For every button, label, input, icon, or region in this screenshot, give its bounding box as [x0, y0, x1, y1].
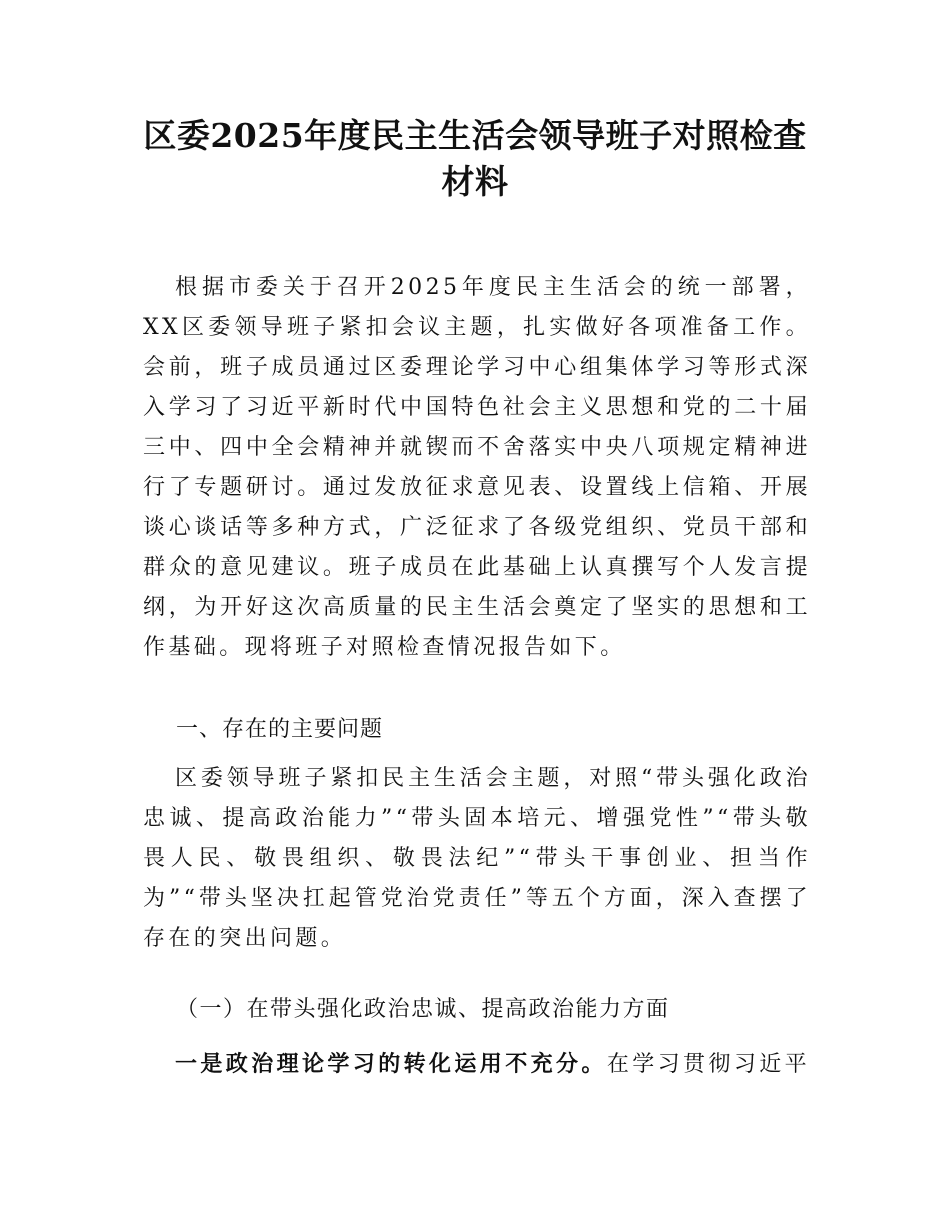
section-paragraph-main-problems: 区委领导班子紧扣民主生活会主题，对照“带头强化政治忠诚、提高政治能力”“带头固本培元、增强党性”“带头敬畏人民、敬畏组织、敬畏法纪”“带头干事创业、担当作为”“带头坚决扛起管党治党责任”等五个方面，深入查摆了存在的突出问题。 — [143, 766, 811, 951]
point-one-lead: 一是政治理论学习的转化运用不充分。 — [175, 1052, 607, 1077]
document-title: 区委2025年度民主生活会领导班子对照检查材料 — [143, 116, 807, 201]
intro-paragraph: 根据市委关于召开2025年度民主生活会的统一部署，XX区委领导班子紧扣会议主题，扎实做好各项准备工作。会前，班子成员通过区委理论学习中心组集体学习等形式深入学习了习近平新时代中国特色社会主义思想和党的二十届三中、四中全会精神并就锲而不舍落实中央八项规定精神进行了专题研讨。通过发放征求意见表、设置线上信箱、开展谈心谈话等多种方式，广泛征求了各级党组织、党员干部和群众的意见建议。班子成员在此基础上认真撰写个人发言提纲，为开好这次高质量的民主生活会奠定了坚实的思想和工作基础。现将班子对照检查情况报告如下。 — [143, 275, 811, 660]
subsection-heading-political-loyalty: （一）在带头强化政治忠诚、提高政治能力方面 — [176, 997, 670, 1022]
point-one-text: 在学习贯彻习近平 — [606, 1052, 811, 1077]
section-heading-main-problems: 一、存在的主要问题 — [176, 717, 384, 742]
point-one-paragraph — [143, 1045, 811, 1085]
